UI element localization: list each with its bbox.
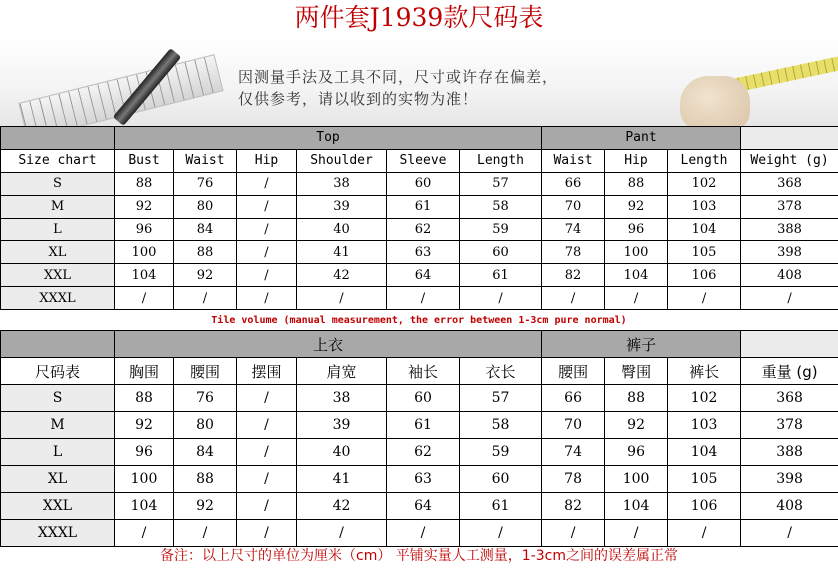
- table-cell: 368: [741, 385, 838, 412]
- table-cell: 88: [115, 385, 174, 412]
- table-row: [1, 241, 838, 264]
- table-cell: 104: [115, 493, 174, 520]
- table-row: [1, 287, 838, 310]
- table-cell: 76: [174, 385, 237, 412]
- table-cell: /: [237, 218, 297, 241]
- size-label-cell: M: [1, 412, 115, 439]
- table-row: [1, 412, 838, 439]
- table-cell: 92: [605, 195, 668, 218]
- table-cell: 92: [174, 264, 237, 287]
- group-header-row: [1, 331, 838, 358]
- table-cell: /: [174, 520, 237, 547]
- table-cell: 96: [115, 439, 174, 466]
- table-cell: 92: [174, 493, 237, 520]
- table-cell: 38: [297, 385, 387, 412]
- table-cell: /: [237, 287, 297, 310]
- table-cell: 92: [115, 195, 174, 218]
- size-label-cell: XL: [1, 466, 115, 493]
- table-cell: 96: [605, 439, 668, 466]
- note-cn: 备注：以上尺寸的单位为厘米（cm） 平铺实量人工测量，1-3cm之间的误差属正常: [160, 548, 678, 564]
- table-cell: 41: [297, 241, 387, 264]
- table-cell: 100: [605, 466, 668, 493]
- table-row: [1, 172, 838, 195]
- group-header-pant: 裤子: [542, 331, 741, 358]
- table-cell: 88: [605, 385, 668, 412]
- banner-notice-line2: 仅供参考，请以收到的实物为准！: [238, 90, 479, 108]
- table-cell: 408: [741, 493, 838, 520]
- table-cell: 105: [668, 466, 741, 493]
- table-cell: 60: [387, 172, 460, 195]
- column-header: Shoulder: [297, 149, 387, 172]
- table-cell: 88: [174, 241, 237, 264]
- table-cell: 408: [741, 264, 838, 287]
- table-cell: /: [460, 287, 542, 310]
- table-cell: 60: [460, 466, 542, 493]
- table-cell: /: [387, 520, 460, 547]
- table-cell: 57: [460, 172, 542, 195]
- table-row: [1, 264, 838, 287]
- column-header: 肩宽: [297, 358, 387, 385]
- column-header: Length: [460, 149, 542, 172]
- column-header: Waist: [174, 149, 237, 172]
- table-cell: /: [115, 287, 174, 310]
- column-header: Sleeve: [387, 149, 460, 172]
- table-cell: 102: [668, 172, 741, 195]
- table-cell: /: [237, 241, 297, 264]
- table-cell: /: [237, 493, 297, 520]
- table-cell: 40: [297, 218, 387, 241]
- table-cell: /: [237, 172, 297, 195]
- column-header: Waist: [542, 149, 605, 172]
- table-cell: /: [237, 195, 297, 218]
- table-cell: /: [237, 439, 297, 466]
- table-cell: 70: [542, 195, 605, 218]
- table-cell: 100: [605, 241, 668, 264]
- table-cell: 388: [741, 439, 838, 466]
- table-cell: 88: [605, 172, 668, 195]
- table-cell: 104: [668, 218, 741, 241]
- table-cell: /: [605, 520, 668, 547]
- table-row: [1, 439, 838, 466]
- table-cell: /: [605, 287, 668, 310]
- table-cell: 368: [741, 172, 838, 195]
- column-header: 尺码表: [1, 358, 115, 385]
- table-cell: 84: [174, 439, 237, 466]
- table-cell: 61: [460, 264, 542, 287]
- column-header-row: [1, 358, 838, 385]
- table-cell: 38: [297, 172, 387, 195]
- table-cell: 41: [297, 466, 387, 493]
- table-cell: 61: [460, 493, 542, 520]
- column-header: Hip: [605, 149, 668, 172]
- table-cell: 103: [668, 195, 741, 218]
- size-label-cell: XXXL: [1, 520, 115, 547]
- table-cell: /: [542, 520, 605, 547]
- column-header: 胸围: [115, 358, 174, 385]
- table-row: [1, 520, 838, 547]
- hand-image: [680, 76, 750, 126]
- table-cell: 60: [460, 241, 542, 264]
- group-header-row: [1, 127, 838, 150]
- table-cell: 100: [115, 466, 174, 493]
- table-cell: /: [237, 466, 297, 493]
- table-cell: /: [668, 287, 741, 310]
- table-cell: 62: [387, 218, 460, 241]
- size-label-cell: S: [1, 385, 115, 412]
- table-cell: 40: [297, 439, 387, 466]
- table-row: [1, 195, 838, 218]
- table-cell: 60: [387, 385, 460, 412]
- table-cell: 102: [668, 385, 741, 412]
- column-header: 裤长: [668, 358, 741, 385]
- table-cell: 42: [297, 493, 387, 520]
- table-cell: 398: [741, 466, 838, 493]
- column-header: 臀围: [605, 358, 668, 385]
- column-header: Weight (g): [741, 149, 838, 172]
- table-cell: 78: [542, 466, 605, 493]
- group-header-blank: [1, 127, 115, 150]
- group-header-pant: Pant: [542, 127, 741, 150]
- table-cell: 42: [297, 264, 387, 287]
- group-header-blank: [741, 331, 838, 358]
- table-cell: /: [387, 287, 460, 310]
- table-row: [1, 218, 838, 241]
- table-cell: 104: [605, 264, 668, 287]
- table-cell: /: [741, 287, 838, 310]
- table-cell: 63: [387, 466, 460, 493]
- table-cell: 104: [115, 264, 174, 287]
- page-title: 两件套J1939款尺码表: [294, 3, 544, 32]
- table-cell: 106: [668, 264, 741, 287]
- size-table-en: [0, 126, 838, 310]
- table-cell: 82: [542, 493, 605, 520]
- table-cell: 388: [741, 218, 838, 241]
- note-en: Tile volume (manual measurement, the error between 1-3cm pure normal): [211, 315, 627, 326]
- table-cell: 58: [460, 412, 542, 439]
- table-cell: 104: [605, 493, 668, 520]
- column-header: 摆围: [237, 358, 297, 385]
- table-cell: 63: [387, 241, 460, 264]
- size-label-cell: XL: [1, 241, 115, 264]
- column-header: 重量 (g): [741, 358, 838, 385]
- table-cell: 398: [741, 241, 838, 264]
- table-cell: 92: [115, 412, 174, 439]
- size-label-cell: XXL: [1, 264, 115, 287]
- size-label-cell: L: [1, 218, 115, 241]
- table-cell: 59: [460, 439, 542, 466]
- table-cell: 74: [542, 439, 605, 466]
- size-label-cell: XXL: [1, 493, 115, 520]
- table-cell: 61: [387, 412, 460, 439]
- column-header: Size chart: [1, 149, 115, 172]
- table-cell: 64: [387, 493, 460, 520]
- table-cell: 78: [542, 241, 605, 264]
- table-cell: 100: [115, 241, 174, 264]
- table-cell: 39: [297, 412, 387, 439]
- table-row: [1, 385, 838, 412]
- table-cell: 96: [115, 218, 174, 241]
- table-cell: /: [115, 520, 174, 547]
- table-cell: 92: [605, 412, 668, 439]
- table-row: [1, 493, 838, 520]
- table-cell: /: [297, 287, 387, 310]
- table-cell: 66: [542, 385, 605, 412]
- column-header: 腰围: [174, 358, 237, 385]
- table-cell: /: [460, 520, 542, 547]
- table-cell: /: [542, 287, 605, 310]
- table-cell: 88: [115, 172, 174, 195]
- table-cell: 378: [741, 412, 838, 439]
- column-header-row: [1, 149, 838, 172]
- table-cell: 84: [174, 218, 237, 241]
- table-cell: 76: [174, 172, 237, 195]
- table-cell: 80: [174, 195, 237, 218]
- table-cell: 70: [542, 412, 605, 439]
- column-header: Bust: [115, 149, 174, 172]
- column-header: 衣长: [460, 358, 542, 385]
- table-cell: 39: [297, 195, 387, 218]
- table-cell: /: [237, 385, 297, 412]
- banner-notice-line1: 因测量手法及工具不同，尺寸或许存在偏差，: [238, 68, 559, 86]
- group-header-blank: [741, 127, 838, 150]
- size-table-cn: [0, 330, 838, 547]
- table-cell: 106: [668, 493, 741, 520]
- column-header: Hip: [237, 149, 297, 172]
- table-cell: 57: [460, 385, 542, 412]
- banner-notice: [238, 66, 558, 110]
- measurement-banner: [0, 38, 838, 126]
- table-cell: /: [174, 287, 237, 310]
- column-header: 袖长: [387, 358, 460, 385]
- group-header-top: 上衣: [115, 331, 542, 358]
- table-cell: 105: [668, 241, 741, 264]
- table-cell: /: [237, 412, 297, 439]
- group-header-blank: [1, 331, 115, 358]
- column-header: 腰围: [542, 358, 605, 385]
- table-cell: 59: [460, 218, 542, 241]
- table-cell: 62: [387, 439, 460, 466]
- table-cell: 82: [542, 264, 605, 287]
- table-cell: 88: [174, 466, 237, 493]
- table-cell: 74: [542, 218, 605, 241]
- table-cell: /: [741, 520, 838, 547]
- column-header: Length: [668, 149, 741, 172]
- table-cell: 58: [460, 195, 542, 218]
- table-cell: 104: [668, 439, 741, 466]
- table-cell: 103: [668, 412, 741, 439]
- table-cell: /: [237, 520, 297, 547]
- table-cell: 96: [605, 218, 668, 241]
- table-cell: 61: [387, 195, 460, 218]
- table-cell: 66: [542, 172, 605, 195]
- table-cell: /: [237, 264, 297, 287]
- table-cell: 64: [387, 264, 460, 287]
- size-label-cell: L: [1, 439, 115, 466]
- group-header-top: Top: [115, 127, 542, 150]
- size-label-cell: S: [1, 172, 115, 195]
- table-row: [1, 466, 838, 493]
- table-cell: 378: [741, 195, 838, 218]
- table-cell: /: [297, 520, 387, 547]
- size-label-cell: XXXL: [1, 287, 115, 310]
- table-cell: 80: [174, 412, 237, 439]
- size-label-cell: M: [1, 195, 115, 218]
- table-cell: /: [668, 520, 741, 547]
